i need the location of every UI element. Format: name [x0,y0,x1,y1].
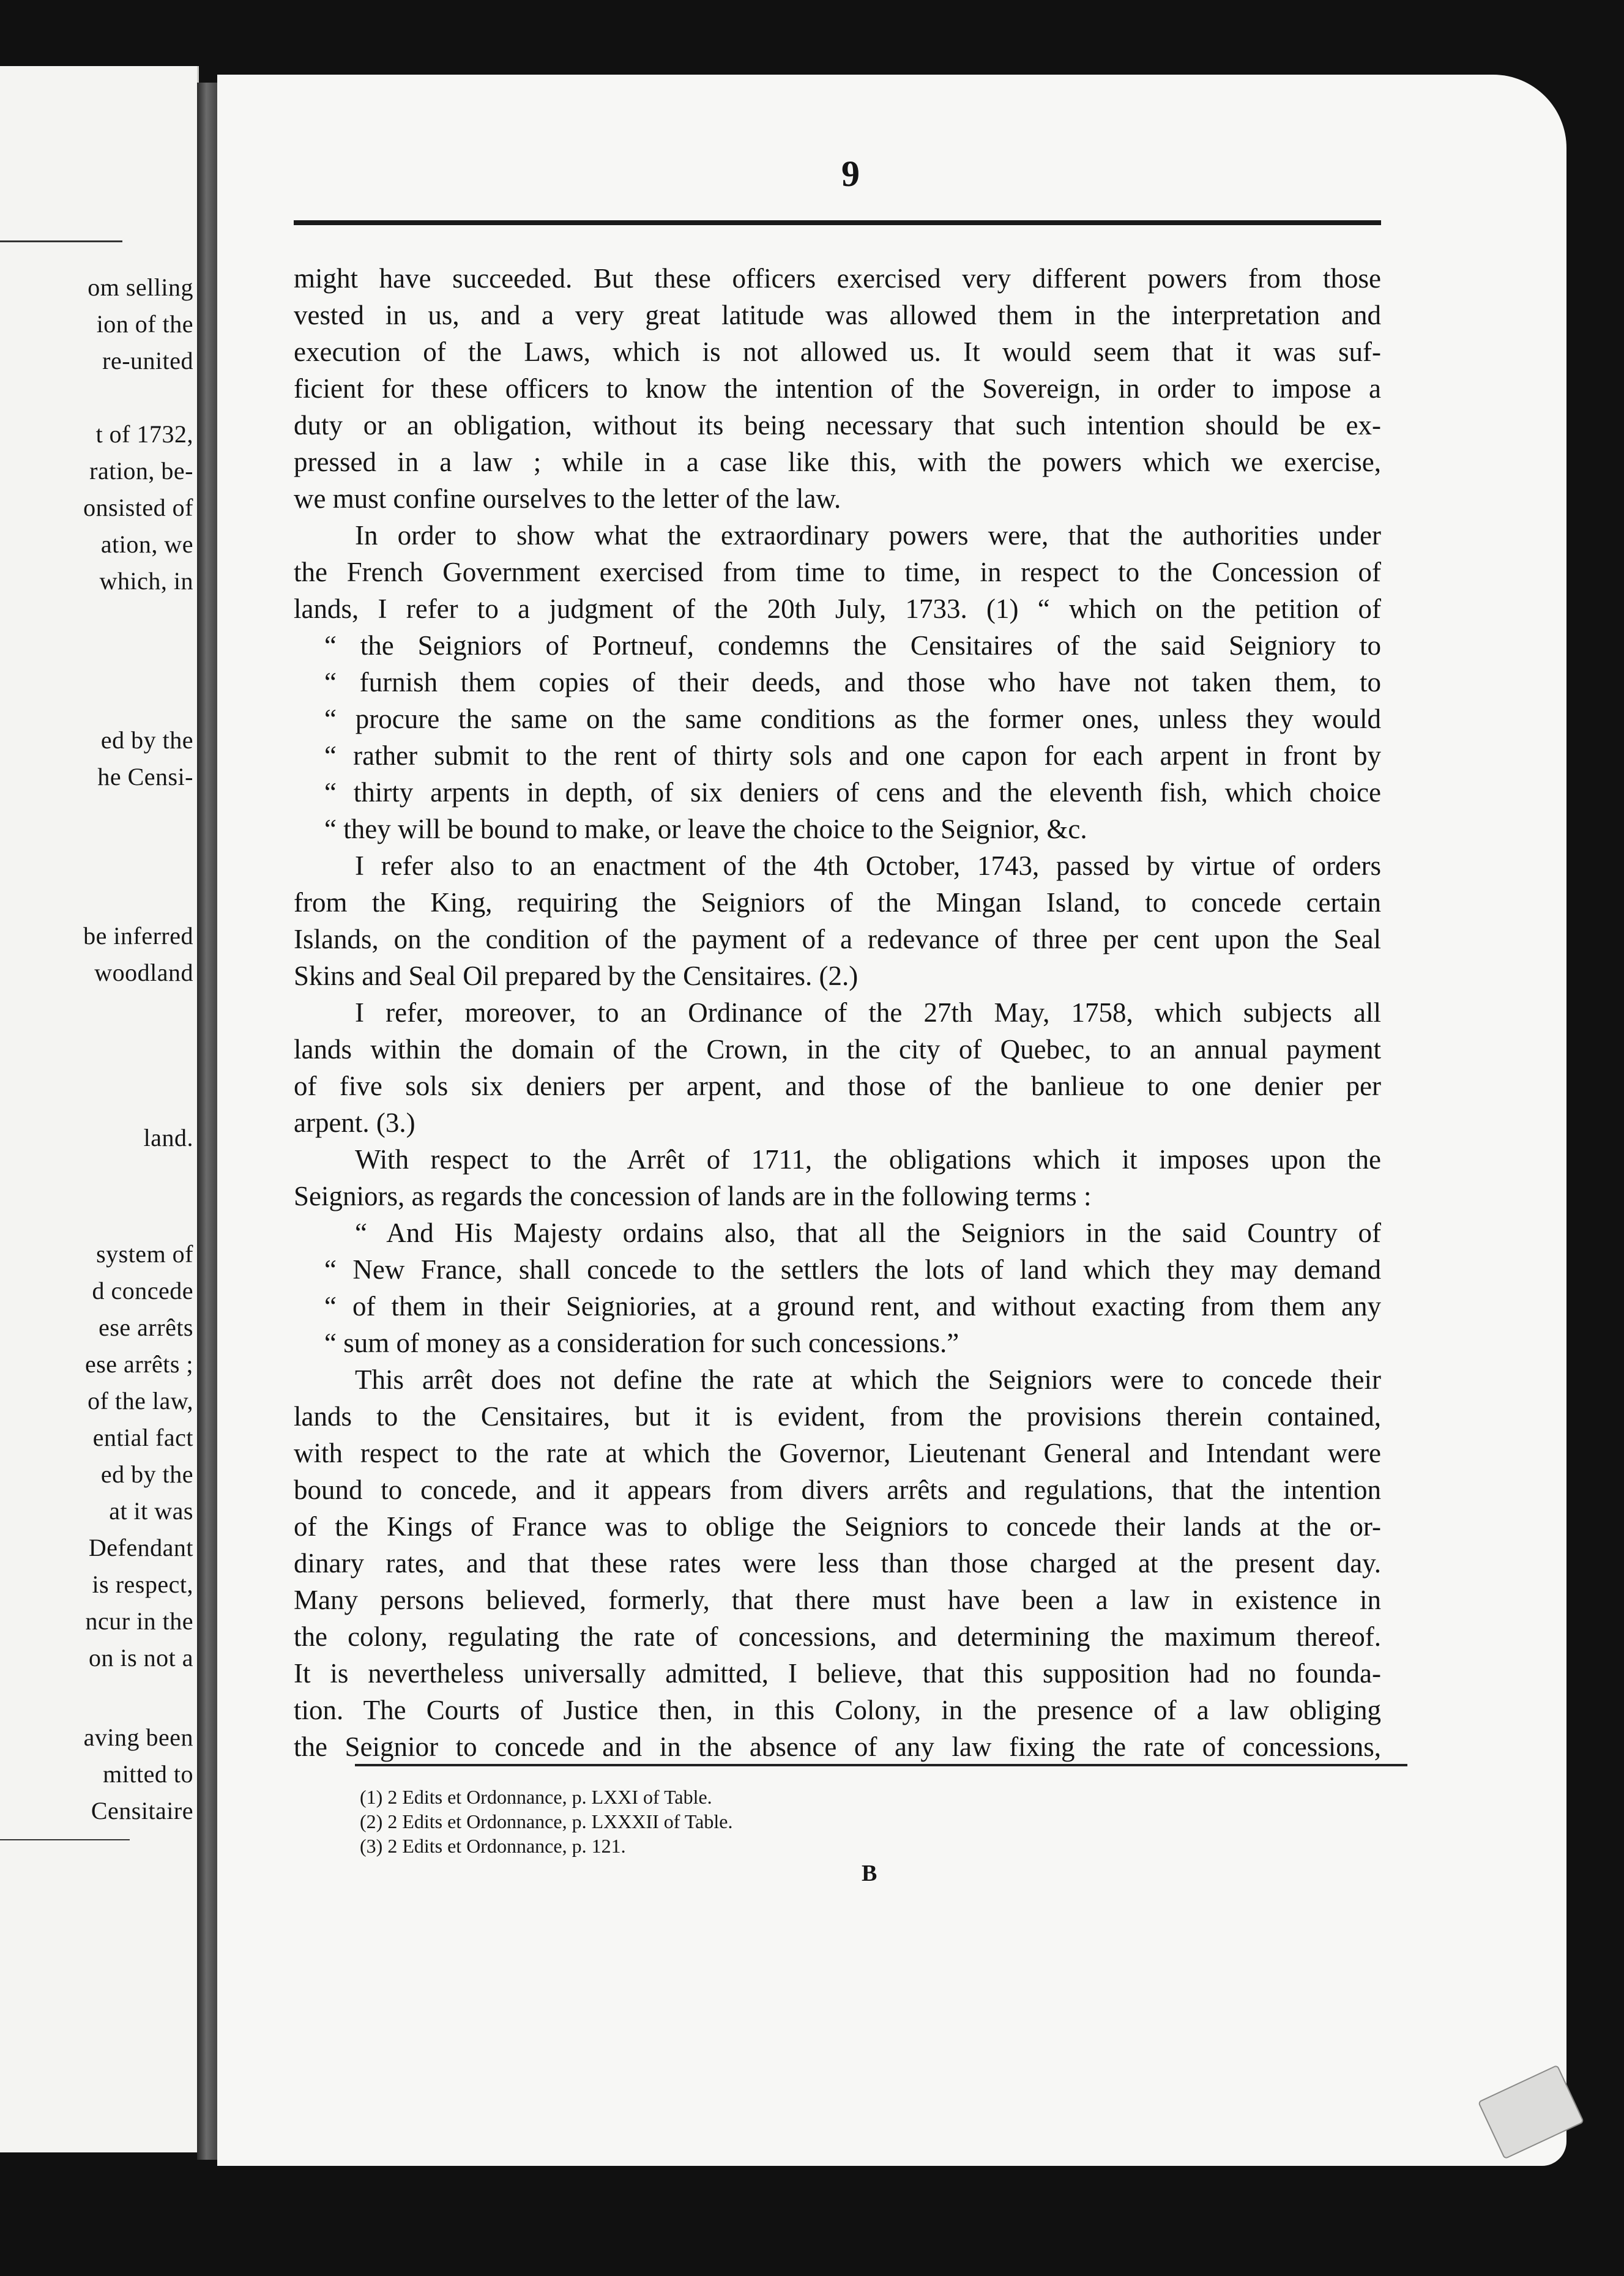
facing-page-line: he Censi- [97,763,193,790]
facing-page-rule [0,240,122,242]
facing-page-line: om selling [88,273,193,301]
facing-page-line: ncur in the [85,1607,193,1635]
facing-page-line: ese arrêts [99,1314,193,1341]
footnote-rule [355,1764,1407,1766]
facing-page-line: of the law, [88,1387,193,1415]
footnote: (2) 2 Edits et Ordonnance, p. LXXXII of Table. [360,1810,733,1832]
text-line: the French Government exercised from time to time, in respect to the Concession of [294,557,1381,587]
signature-mark: B [862,1861,877,1886]
text-line: Islands, on the condition of the payment of a redevance of three per cent upon the Seal [294,924,1381,954]
text-line: Seigniors, as regards the concession of lands are in the following terms : [294,1181,1092,1211]
text-line: the Seignior to concede and in the absence of any law fixing the rate of concessions, [294,1731,1381,1762]
text-line: lands within the domain of the Crown, in the city of Quebec, to an annual payment [294,1034,1381,1065]
text-line: duty or an obligation, without its being necessary that such intention should be ex- [294,410,1381,441]
facing-page-line: d concede [92,1277,193,1304]
text-line: I refer also to an enactment of the 4th October, 1743, passed by virtue of orders [355,850,1381,881]
text-line: of five sols six deniers per arpent, and those of the banlieue to one denier per [294,1071,1381,1101]
text-line: ficient for these officers to know the intention of the Sovereign, in order to impose a [294,373,1381,404]
quoted-line: “ sum of money as a consideration for such concessions.” [324,1328,959,1358]
text-line: Many persons believed, formerly, that there must have been a law in existence in [294,1585,1381,1615]
facing-page-line: land. [143,1124,193,1151]
quoted-line: “ of them in their Seigniories, at a ground rent, and without exacting from them any [324,1291,1381,1322]
quoted-line: “ procure the same on the same conditions as the former ones, unless they would [324,704,1381,734]
quoted-line: “ the Seigniors of Portneuf, condemns the Censitaires of the said Seigniory to [324,630,1381,661]
facing-page-line: at it was [109,1497,193,1525]
facing-page-line: Censitaire [91,1797,193,1824]
facing-page-line: on is not a [88,1644,193,1672]
text-line: In order to show what the extraordinary powers were, that the authorities under [355,520,1381,551]
text-line: It is nevertheless universally admitted, I believe, that this supposition had no founda- [294,1658,1381,1689]
text-line: from the King, requiring the Seigniors of the Mingan Island, to concede certain [294,887,1381,918]
quoted-line: “ And His Majesty ordains also, that all the Seigniors in the said Country of [355,1218,1381,1248]
facing-page-line: system of [96,1240,193,1268]
text-line: vested in us, and a very great latitude was allowed them in the interpretation and [294,300,1381,330]
text-line: pressed in a law ; while in a case like this, with the powers which we exercise, [294,447,1381,477]
facing-page [0,66,199,2152]
text-line: execution of the Laws, which is not allowed us. It would seem that it was suf- [294,337,1381,367]
facing-page-line: ation, we [100,530,193,558]
quoted-line: “ rather submit to the rent of thirty sols and one capon for each arpent in front by [324,740,1381,771]
facing-page-line: ion of the [96,310,193,338]
text-line: we must confine ourselves to the letter of the law. [294,483,841,514]
facing-page-line: ed by the [100,1460,193,1488]
quoted-line: “ thirty arpents in depth, of six deniers of cens and the eleventh fish, which choice [324,777,1381,808]
text-line: of the Kings of France was to oblige the Seigniors to concede their lands at the or- [294,1511,1381,1542]
facing-page-line: t of 1732, [95,420,193,448]
facing-page-line: ration, be- [89,457,193,485]
footnote: (3) 2 Edits et Ordonnance, p. 121. [360,1835,626,1857]
facing-page-line: ese arrêts ; [84,1350,193,1378]
facing-page-line: be inferred [83,922,193,950]
quoted-line: “ they will be bound to make, or leave the choice to the Seignior, &c. [324,814,1087,844]
text-line: bound to concede, and it appears from divers arrêts and regulations, that the intention [294,1475,1381,1505]
text-line: With respect to the Arrêt of 1711, the obligations which it imposes upon the [355,1144,1381,1175]
text-line: lands, I refer to a judgment of the 20th July, 1733. (1) “ which on the petition of [294,593,1381,624]
quoted-line: “ furnish them copies of their deeds, and those who have not taken them, to [324,667,1381,697]
quoted-line: “ New France, shall concede to the settlers the lots of land which they may demand [324,1254,1381,1285]
text-line: This arrêt does not define the rate at which the Seigniors were to concede their [355,1364,1381,1395]
facing-page-line: Defendant [88,1534,193,1561]
facing-page-line: ed by the [100,726,193,754]
text-line: the colony, regulating the rate of concessions, and determining the maximum thereof. [294,1621,1381,1652]
facing-page-line: woodland [94,959,193,986]
header-rule [294,220,1381,225]
text-line: arpent. (3.) [294,1107,415,1138]
facing-page-line: ential fact [92,1424,193,1451]
text-line: tion. The Courts of Justice then, in this Colony, in the presence of a law obliging [294,1695,1381,1725]
text-line: Skins and Seal Oil prepared by the Censitaires. (2.) [294,961,859,991]
facing-page-line: onsisted of [83,494,193,521]
footnote: (1) 2 Edits et Ordonnance, p. LXXI of Table. [360,1786,712,1808]
text-line: dinary rates, and that these rates were less than those charged at the present day. [294,1548,1381,1579]
text-line: I refer, moreover, to an Ordinance of the 27th May, 1758, which subjects all [355,997,1381,1028]
text-line: with respect to the rate at which the Governor, Lieutenant General and Intendant were [294,1438,1381,1468]
facing-page-line: is respect, [92,1571,193,1598]
text-line: might have succeeded. But these officers exercised very different powers from those [294,263,1381,294]
facing-page-line: aving been [83,1724,193,1751]
facing-page-line: re-united [102,347,193,374]
facing-page-line: mitted to [103,1760,193,1788]
facing-page-footnote-rule [0,1839,130,1840]
text-line: lands to the Censitaires, but it is evident, from the provisions therein contained, [294,1401,1381,1432]
facing-page-line: which, in [99,567,193,595]
